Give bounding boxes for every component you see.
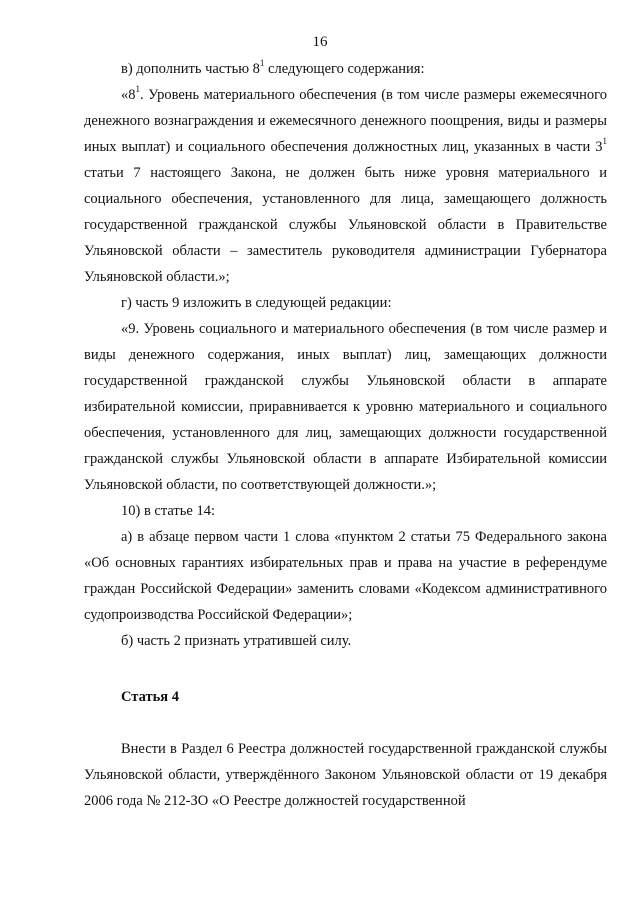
superscript: 1 <box>259 58 265 69</box>
paragraph-amendment-v <box>84 56 607 82</box>
paragraph-amendment-b: б) часть 2 признать утратившей силу. <box>121 633 352 649</box>
page-number: 16 <box>312 34 328 50</box>
spacer <box>84 654 607 684</box>
spacer <box>84 710 607 736</box>
paragraph-text: статьи 7 настоящего Закона, не должен быть ниже уровня материального и социального обеспечения, установленного для лица, замещающего должность государственной гражданской службы Ульяновской области в Правительстве Ульяновской области – заместитель руководителя администрации Губернатора Ульяновской области.»; <box>84 165 607 285</box>
paragraph-amendment-g: г) часть 9 изложить в следующей редакции: <box>121 295 392 311</box>
paragraph-text: в) дополнить частью 8 <box>121 61 260 77</box>
paragraph-part-9: «9. Уровень социального и материального обеспечения (в том числе размер и виды денежного содержания, иных выплат) лиц, замещающих должности государственной гражданской службы Ульяновской области в аппарате избирательной комиссии, приравнивается к уровню материального и социального обеспечения, установленного для лиц, замещающих должности государственной гражданской службы Ульяновской области в аппарате Избирательной комиссии Ульяновской области, по соответствующей должности.»; <box>84 321 607 493</box>
superscript: 1 <box>602 136 607 147</box>
document-body <box>84 56 607 814</box>
paragraph-text: . Уровень материального обеспечения (в том числе размеры ежемесячного денежного вознаграждения и ежемесячного денежного поощрения, виды и размеры иных выплат) и социального обеспечения должностных лиц, указанных в части 3 <box>84 87 607 155</box>
paragraph-part-8-1 <box>84 82 607 290</box>
superscript: 1 <box>135 84 140 95</box>
paragraph-text: следующего содержания: <box>264 61 425 77</box>
paragraph-text: «8 <box>121 87 136 103</box>
paragraph-amendment-a: а) в абзаце первом части 1 слова «пунктом 2 статьи 75 Федерального закона «Об основных гарантиях избирательных прав и права на участие в референдуме граждан Российской Федерации» заменить словами «Кодексом административного судопроизводства Российской Федерации»; <box>84 529 607 623</box>
article-heading: Статья 4 <box>121 689 179 705</box>
paragraph-article-4: Внести в Раздел 6 Реестра должностей государственной гражданской службы Ульяновской области, утверждённого Законом Ульяновской области от 19 декабря 2006 года № 212-ЗО «О Реестре должностей государственной <box>84 741 607 809</box>
paragraph-item-10: 10) в статье 14: <box>121 503 215 519</box>
